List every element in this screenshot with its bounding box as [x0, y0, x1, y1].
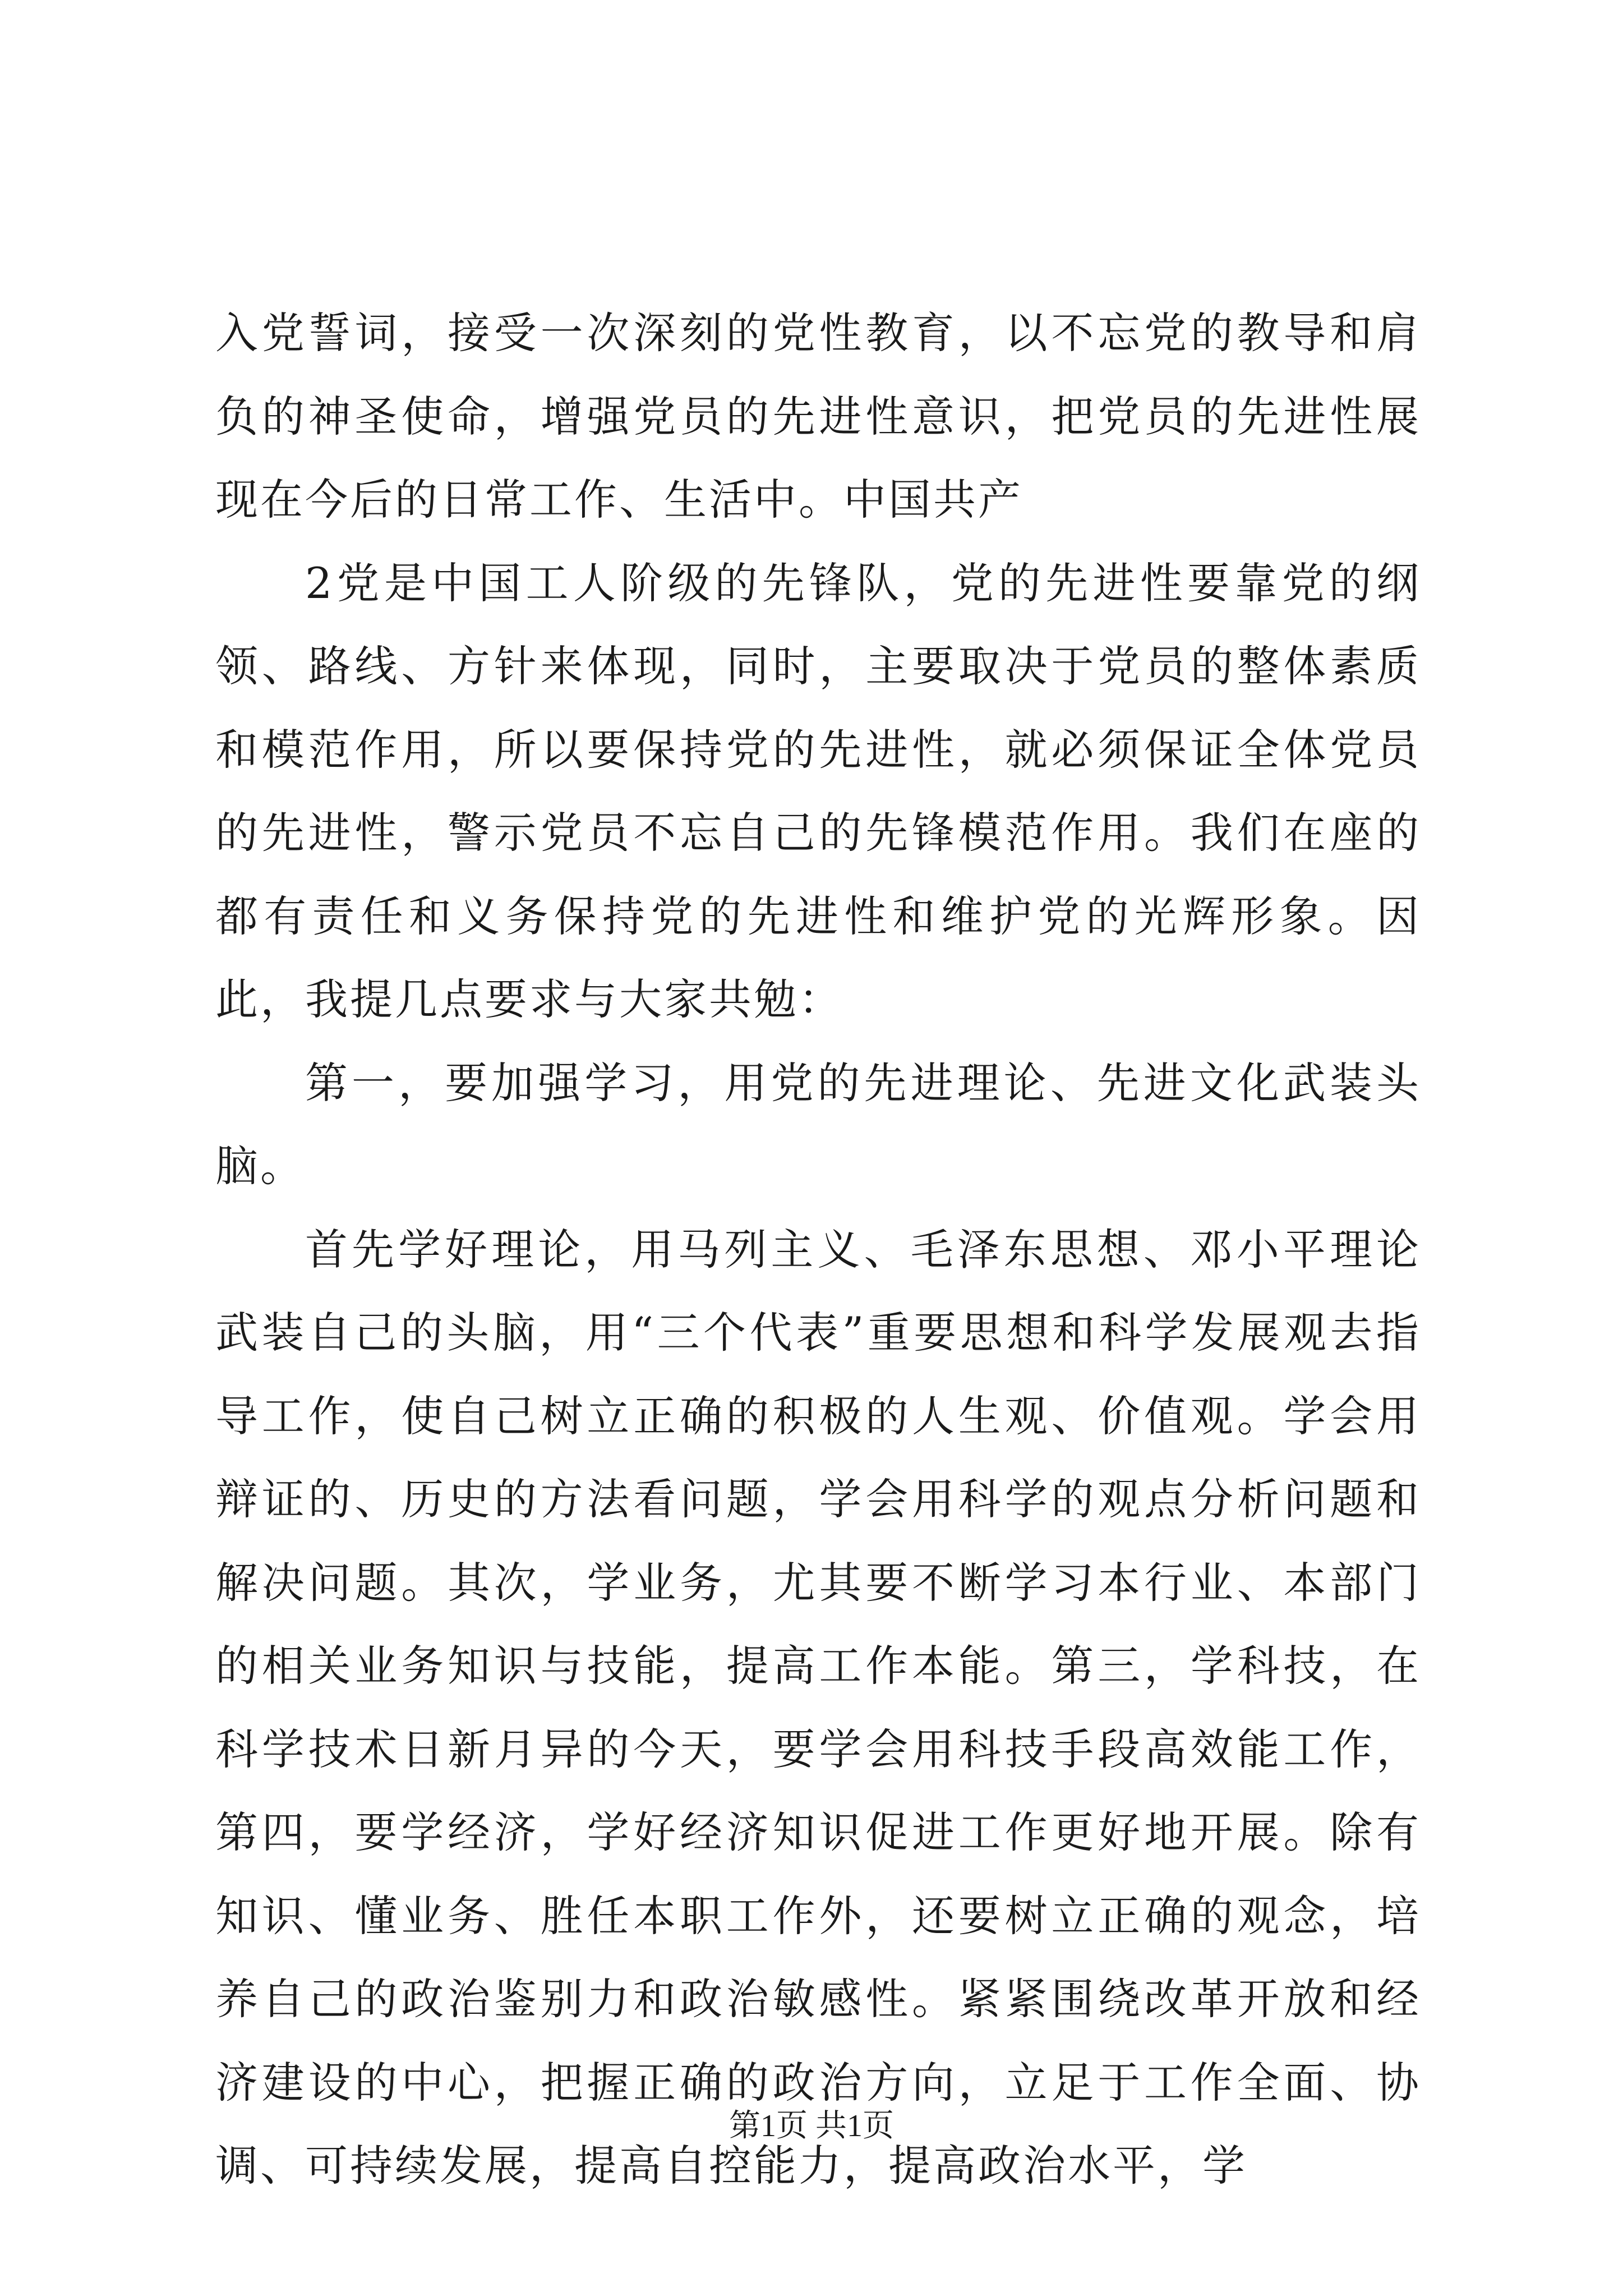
paragraph-study-details: 首先学好理论，用马列主义、毛泽东思想、邓小平理论武装自己的头脑，用“三个代表”重要思想和科学发展观去指导工作，使自己树立正确的积极的人生观、价值观。学会用辩证的、历史的方法看问题，学会用科学的观点分析问题和解决问题。其次，学业务，尤其要不断学习本行业、本部门的相关业务知识与技能，提高工作本能。第三，学科技，在科学技术日新月异的今天，要学会用科技手段高效能工作，第四，要学经济，学好经济知识促进工作更好地开展。除有知识、懂业务、胜任本职工作外，还要树立正确的观念，培养自己的政治鉴别力和政治敏感性。紧紧围绕改革开放和经济建设的中心，把握正确的政治方向，立足于工作全面、协调、可持续发展，提高自控能力，提高政治水平，学: [215, 1224, 1421, 2191]
paragraph-party-vanguard: 2党是中国工人阶级的先锋队，党的先进性要靠党的纲领、路线、方针来体现，同时，主要取决于党员的整体素质和模范作用，所以要保持党的先进性，就必须保证全体党员的先进性，警示党员不忘自己的先锋模范作用。我们在座的都有责任和义务保持党的先进性和维护党的光辉形象。因此，我提几点要求与大家共勉：: [215, 558, 1421, 1024]
paragraph-oath-continuation: 入党誓词，接受一次深刻的党性教育，以不忘党的教导和肩负的神圣使命，增强党员的先进性意识，把党员的先进性展现在今后的日常工作、生活中。中国共产: [215, 308, 1421, 524]
page-footer: 第1页 共1页: [729, 2109, 894, 2143]
document-body: [215, 292, 1421, 2208]
paragraph-first-requirement: 第一，要加强学习，用党的先进理论、先进文化武装头脑。: [215, 1057, 1421, 1191]
